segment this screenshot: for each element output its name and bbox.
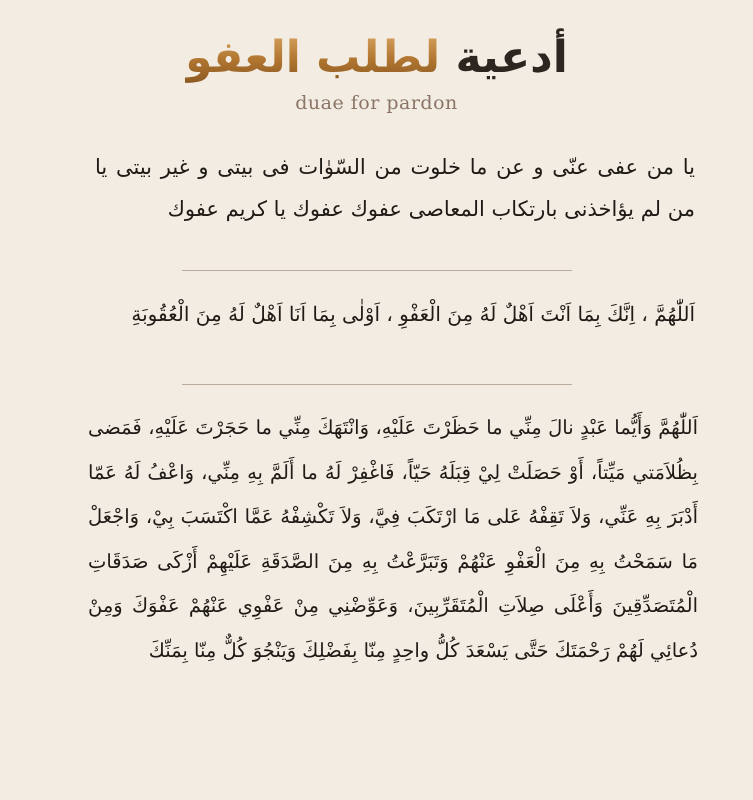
title-word-duas: أدعية — [455, 32, 568, 83]
divider-1 — [182, 270, 572, 271]
dua-paragraph-1: يا من عفى عنّى و عن ما خلوت من السّوٰات فى بيتى و غير بيتى يا من لم يؤاخذنى بارتكاب المعاصى عفوك عفوك يا كريم عفوك — [95, 155, 695, 221]
dua-paragraph-3: اَللّٰهُمَّ وَأَيُّما عَبْدٍ نالَ مِنِّي ما حَظَرْتَ عَلَيْهِ، وَانْتَهَكَ مِنِّي ما حَجَرْتَ عَلَيْهِ، فَمَضى بِظُلاَمَتي مَيِّتاً، أَوْ حَصَلَتْ لِيْ قِبَلَهُ حَيّاً، فَاغْفِرْ لَهُ ما أَلَمَّ بِهِ مِنِّي، وَاعْفُ لَهُ عَمّا أَدْبَرَ بِهِ عَنِّي، وَلاَ تَقِفْهُ عَلى مَا ارْتَكَبَ فِيَّ، وَلاَ تَكْشِفْهُ عَمَّا اكْتَسَبَ بِيْ، وَاجْعَلْ مَا سَمَحْتُ بِهِ مِنَ الْعَفْوِ عَنْهُمْ وَتَبَرَّعْتُ بِهِ مِنَ الصَّدَقَةِ عَلَيْهِمْ أَزْكَى صَدَقَاتِ الْمُتَصَدِّقِينَ وَأَعْلَى صِلاَتِ الْمُتَقَرِّبِينَ، وَعَوِّضْنِي مِنْ عَفْوِي عَنْهُمْ عَفْوَكَ وَمِنْ دُعائِي لَهُمْ رَحْمَتَكَ حَتَّى يَسْعَدَ كُلُّ واحِدٍ مِنّا بِفَضْلِكَ وَيَنْجُوَ كُلٌّ مِنّا بِمَنِّكَ — [88, 416, 698, 662]
divider-2 — [182, 384, 572, 385]
page-title — [0, 30, 753, 86]
title-word-for-pardon: لطلب العفو — [185, 32, 441, 83]
dua-paragraph-2: اَللّٰهُمَّ ، اِنَّكَ بِمَا اَنْتَ اَهْلٌ لَهُ مِنَ الْعَفْوِ ، اَوْلٰى بِمَا اَنَا اَهْلٌ لَهُ مِنَ الْعُقُوبَةِ — [131, 302, 695, 326]
page-subtitle: duae for pardon — [295, 92, 458, 114]
